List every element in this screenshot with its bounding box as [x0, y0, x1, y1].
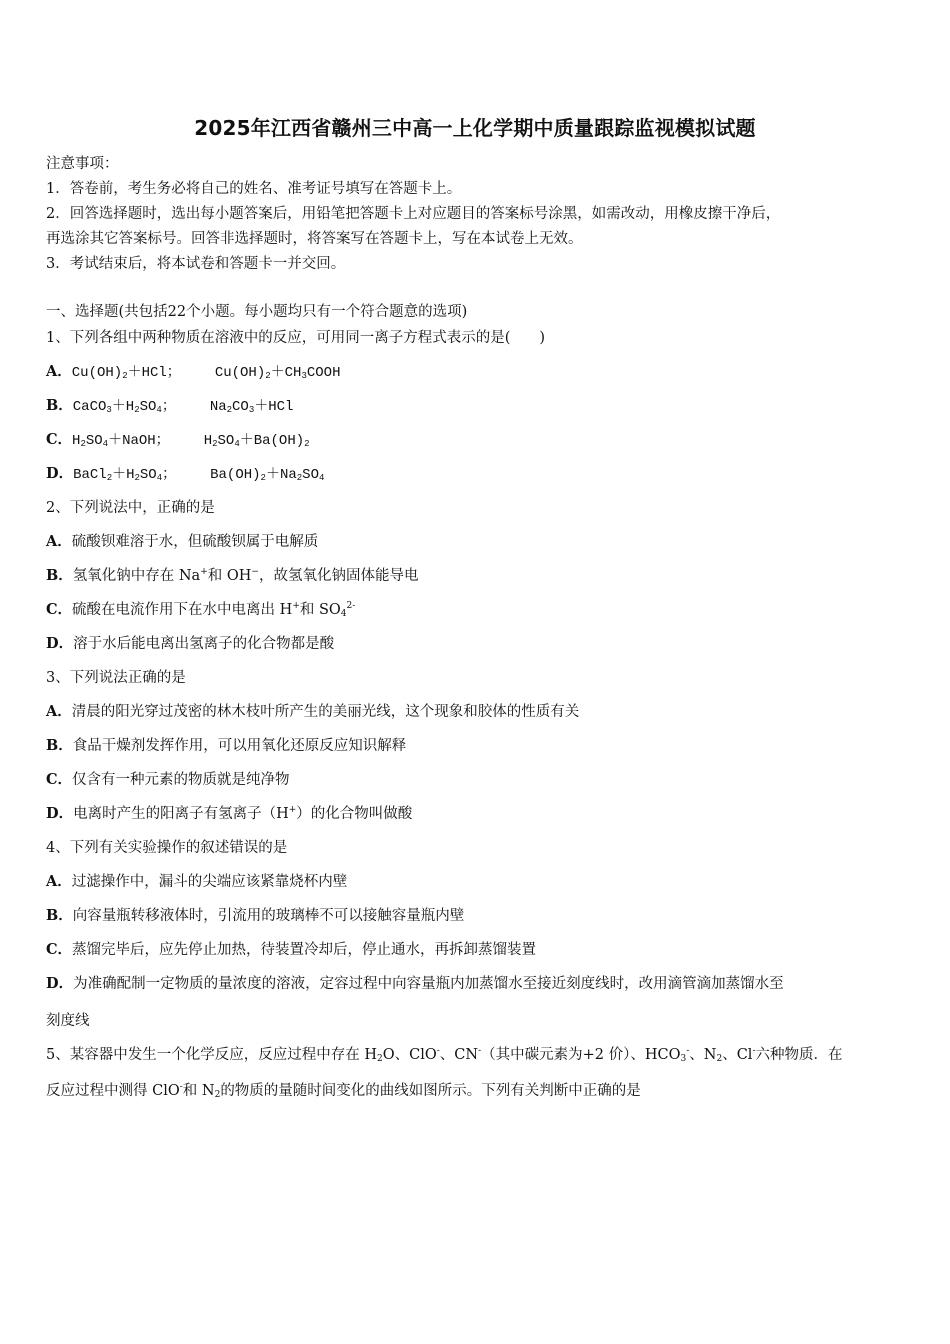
stem-text: 5、某容器中发生一个化学反应，反应过程中存在 H [46, 1047, 377, 1063]
subscript: 2 [80, 439, 86, 449]
option-text: 食品干燥剂发挥作用，可以用氧化还原反应知识解释 [72, 738, 407, 754]
section-heading: 一、选择题(共包括22个小题。每小题均只有一个符合题意的选项) [46, 304, 468, 320]
formula-text: Cu(OH) [71, 365, 123, 381]
subscript: 2 [134, 473, 140, 483]
subscript: 4 [156, 473, 163, 483]
formula-text: ＋CH [270, 365, 302, 381]
question-4-option-d-cont: 刻度线 [46, 1013, 90, 1029]
question-3-option-a [46, 700, 579, 721]
formula-text: ； [162, 467, 177, 483]
option-text: 氢氧化钠中存在 Na [72, 568, 201, 584]
notice-heading: 注意事项： [46, 156, 119, 172]
option-text: 向容量瓶转移液体时，引流用的玻璃棒不可以接触容量瓶内壁 [72, 908, 465, 924]
option-label: A． [46, 873, 72, 890]
option-text: 和 OH [207, 568, 252, 584]
superscript: + [200, 567, 208, 577]
subscript: 2 [212, 439, 218, 449]
option-text: 仅含有一种元素的物质就是纯净物 [72, 772, 290, 788]
formula-text: CO [232, 399, 249, 415]
subscript: 3 [301, 371, 307, 381]
question-2-option-a [46, 530, 318, 551]
subscript: 3 [106, 405, 112, 415]
question-1-option-c [46, 428, 310, 449]
subscript: 2 [265, 371, 271, 381]
option-label: C． [46, 431, 73, 448]
option-label: A． [46, 363, 72, 380]
option-label: B． [46, 567, 73, 584]
question-1-stem: 1、下列各组中两种物质在溶液中的反应，可用同一离子方程式表示的是( ) [46, 330, 546, 346]
option-label: D． [46, 465, 74, 482]
question-2-stem: 2、下列说法中，正确的是 [46, 500, 215, 516]
subscript: 2 [304, 439, 310, 449]
formula-text: ＋HCl； [127, 365, 181, 381]
stem-text: 反应过程中测得 ClO [46, 1083, 180, 1099]
subscript: 2 [296, 473, 303, 483]
superscript: - [686, 1046, 690, 1056]
option-label: A． [46, 533, 72, 550]
option-label: B． [46, 397, 73, 414]
option-label: B． [46, 907, 73, 924]
option-text: 电离时产生的阳离子有氢离子（H [73, 806, 289, 822]
subscript: 3 [248, 405, 255, 415]
notice-item-3: 3．考试结束后，将本试卷和答题卡一并交回。 [46, 256, 346, 272]
subscript: 2 [214, 1090, 221, 1100]
formula-text: COOH [306, 365, 341, 381]
superscript: + [288, 805, 297, 815]
formula-text: SO [85, 433, 103, 449]
option-label: D． [46, 975, 74, 992]
formula-text: Ba(OH) [210, 467, 261, 483]
subscript: 3 [680, 1054, 687, 1064]
option-text: 和 SO [299, 602, 341, 618]
question-3-option-b [46, 734, 406, 755]
question-1-option-b [46, 394, 293, 415]
notice-item-1: 1．答卷前，考生务必将自己的姓名、准考证号填写在答题卡上。 [46, 181, 462, 197]
superscript: 2- [346, 601, 356, 611]
stem-text: 六种物质．在 [755, 1047, 843, 1063]
superscript: - [436, 1046, 440, 1056]
option-text: 溶于水后能电离出氢离子的化合物都是酸 [73, 636, 335, 652]
subscript: 2 [122, 371, 128, 381]
formula-text: H [203, 433, 213, 449]
question-2-option-b [46, 564, 418, 585]
formula-text: ＋HCl [254, 399, 294, 415]
question-3-option-c [46, 768, 290, 789]
question-4-stem: 4、下列有关实验操作的叙述错误的是 [46, 840, 288, 856]
subscript: 2 [106, 473, 113, 483]
option-label: C． [46, 601, 73, 618]
option-label: C． [46, 941, 73, 958]
formula-text: Cu(OH) [214, 365, 266, 381]
option-text: ）的化合物叫做酸 [296, 806, 413, 822]
formula-text: SO [139, 399, 157, 415]
option-text: 蒸馏完毕后，应先停止加热，待装置冷却后，停止通水，再拆卸蒸馏装置 [72, 942, 537, 958]
question-5-stem-line-2 [46, 1079, 641, 1100]
formula-text: BaCl [73, 467, 107, 483]
subscript: 4 [234, 439, 240, 449]
notice-item-2: 2．回答选择题时，选出每小题答案后，用铅笔把答题卡上对应题目的答案标号涂黑，如需改动，用橡皮擦干净后， [46, 206, 781, 222]
stem-text: 、Cl [722, 1047, 753, 1063]
question-2-option-d [46, 632, 334, 653]
formula-text: ＋H [111, 399, 135, 415]
formula-text: CaCO [72, 399, 107, 415]
subscript: 4 [156, 405, 162, 415]
formula-text: ＋Na [265, 467, 297, 483]
formula-text: SO [302, 467, 319, 483]
notice-item-2-cont: 再选涂其它答案标号。回答非选择题时，将答案写在答题卡上，写在本试卷上无效。 [46, 231, 583, 247]
formula-text: ＋H [112, 467, 135, 483]
option-text: 过滤操作中，漏斗的尖端应该紧靠烧杯内壁 [71, 874, 348, 890]
question-1-option-a [46, 360, 340, 381]
question-3-option-d [46, 802, 412, 823]
formula-text: SO [139, 467, 157, 483]
option-label: C． [46, 771, 73, 788]
question-4-option-d [46, 972, 784, 993]
superscript: + [292, 601, 300, 611]
subscript: 2 [376, 1054, 383, 1064]
document-title: 2025年江西省赣州三中高一上化学期中质量跟踪监视模拟试题 [194, 116, 756, 140]
question-1-option-d [46, 462, 324, 483]
formula-text: ＋Ba(OH) [239, 433, 305, 449]
option-text: ，故氢氧化钠固体能导电 [258, 568, 419, 584]
option-label: D． [46, 635, 74, 652]
option-text: 清晨的阳光穿过茂密的林木枝叶所产生的美丽光线，这个现象和胶体的性质有关 [71, 704, 580, 720]
subscript: 2 [226, 405, 233, 415]
stem-text: O、ClO [382, 1047, 437, 1063]
question-2-option-c [46, 598, 355, 619]
formula-text: H [72, 433, 81, 449]
superscript: - [179, 1082, 183, 1092]
subscript: 4 [102, 439, 109, 449]
formula-text: SO [217, 433, 235, 449]
question-5-stem-line-1 [46, 1043, 842, 1064]
stem-text: 、CN [439, 1047, 479, 1063]
formula-text: ＋NaOH； [108, 433, 170, 449]
option-text: 为准确配制一定物质的量浓度的溶液，定容过程中向容量瓶内加蒸馏水至接近刻度线时，改用滴管滴加蒸馏水至 [73, 976, 784, 992]
superscript: - [478, 1046, 482, 1056]
stem-text: （其中碳元素为+2 价）、HCO [481, 1047, 681, 1063]
superscript: − [251, 567, 259, 577]
formula-text: Na [209, 399, 227, 415]
option-label: B． [46, 737, 73, 754]
subscript: 4 [318, 473, 325, 483]
stem-text: 和 N [182, 1083, 215, 1099]
subscript: 2 [134, 405, 140, 415]
option-text: 硫酸在电流作用下在水中电离出 H [72, 602, 293, 618]
subscript: 2 [716, 1054, 723, 1064]
option-text: 硫酸钡难溶于水，但硫酸钡属于电解质 [71, 534, 319, 550]
stem-text: 的物质的量随时间变化的曲线如图所示。下列有关判断中正确的是 [220, 1083, 641, 1099]
subscript: 4 [340, 609, 347, 619]
subscript: 2 [260, 473, 266, 483]
superscript: - [752, 1046, 756, 1056]
option-label: A． [46, 703, 72, 720]
formula-text: ； [161, 399, 176, 415]
question-4-option-a [46, 870, 347, 891]
option-label: D． [46, 805, 74, 822]
question-3-stem: 3、下列说法正确的是 [46, 670, 186, 686]
question-4-option-c [46, 938, 536, 959]
stem-text: 、N [689, 1047, 717, 1063]
question-4-option-b [46, 904, 464, 925]
